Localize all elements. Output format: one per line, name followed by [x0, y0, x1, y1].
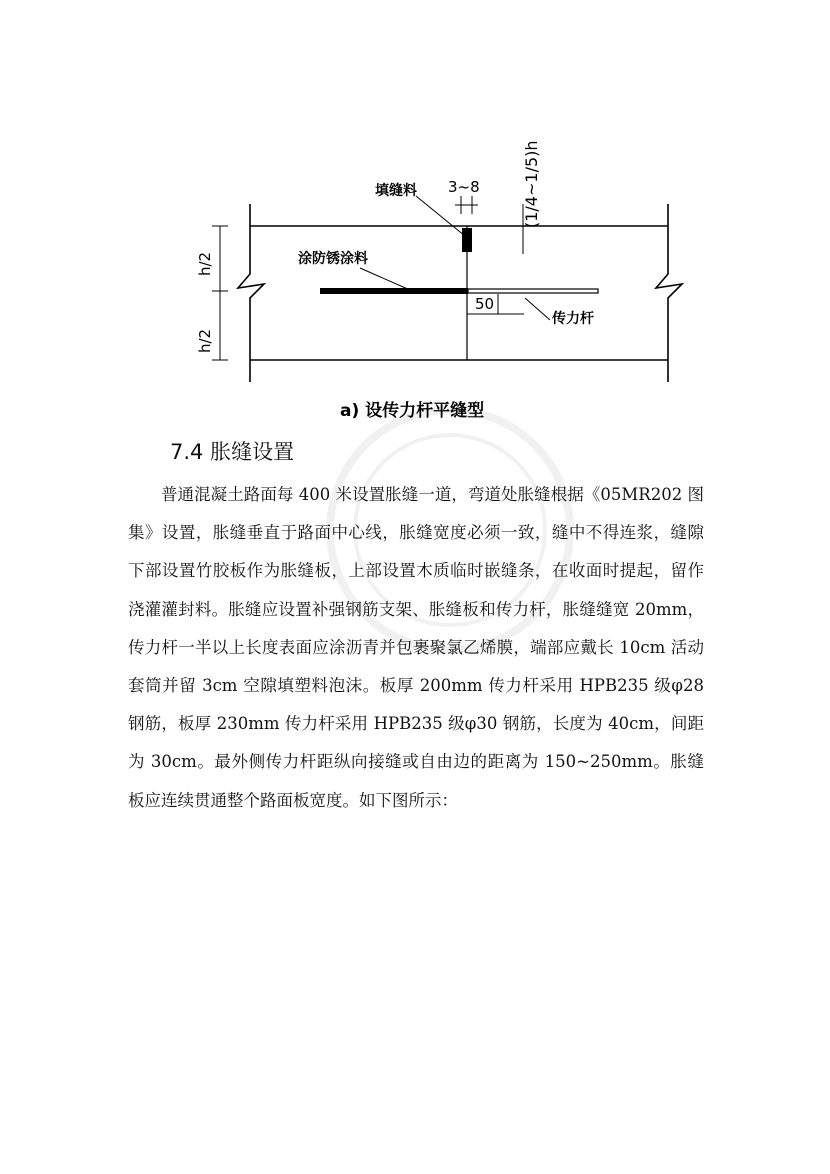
filler-leader: [416, 196, 465, 236]
joint-diagram-drawing: [180, 108, 710, 428]
filler-label: 填缝料: [375, 183, 417, 199]
body-paragraph: 普通混凝土路面每 400 米设置胀缝一道，弯道处胀缝根据《05MR202 图集》设置，胀缝垂直于路面中心线，胀缝宽度必须一致，缝中不得连浆，缝隙下部设置竹胶板作为胀缝板，上部设置木质临时嵌缝条，在收面时提起，留作浇灌灌封料。胀缝应设置补强钢筋支架、胀缝板和传力杆，胀缝缝宽 20mm，传力杆一半以上长度表面应涂沥青并包裹聚氯乙烯膜，端部应戴长 10cm 活动套筒并留 3cm 空隙填塑料泡沫。板厚 200mm 传力杆采用 HPB235 级φ28 钢筋，板厚 230mm 传力杆采用 HPB235 级φ30 钢筋，长度为 40cm，间距为 30cm。最外侧传力杆距纵向接缝或自由边的距离为 150~250mm。胀缝板应连续贯通整个路面板宽度。如下图所示：: [128, 485, 704, 810]
gap-width-label: 3~8: [448, 178, 480, 196]
half-thickness-top-label: h/2: [196, 251, 214, 276]
half-thickness-bottom-label: h/2: [196, 328, 214, 353]
coating-label: 涂防锈涂料: [298, 251, 368, 267]
coating-leader: [360, 268, 410, 290]
joint-diagram: [180, 108, 710, 428]
dowel-label: 传力杆: [552, 311, 594, 327]
dowel-bar-plain: [468, 289, 598, 293]
left-break-line: [238, 204, 264, 382]
figure-caption: a) 设传力杆平缝型: [340, 401, 485, 421]
depth-ratio-label: (1/4~1/5)h: [522, 140, 541, 228]
dimension-50-label: 50: [475, 295, 495, 313]
dowel-bar-coated: [320, 288, 468, 294]
section-body: [128, 476, 704, 820]
section-heading: 7.4 胀缝设置: [170, 440, 295, 464]
dowel-leader: [525, 298, 550, 320]
right-break-line: [656, 204, 682, 382]
joint-filler-block: [462, 228, 472, 252]
